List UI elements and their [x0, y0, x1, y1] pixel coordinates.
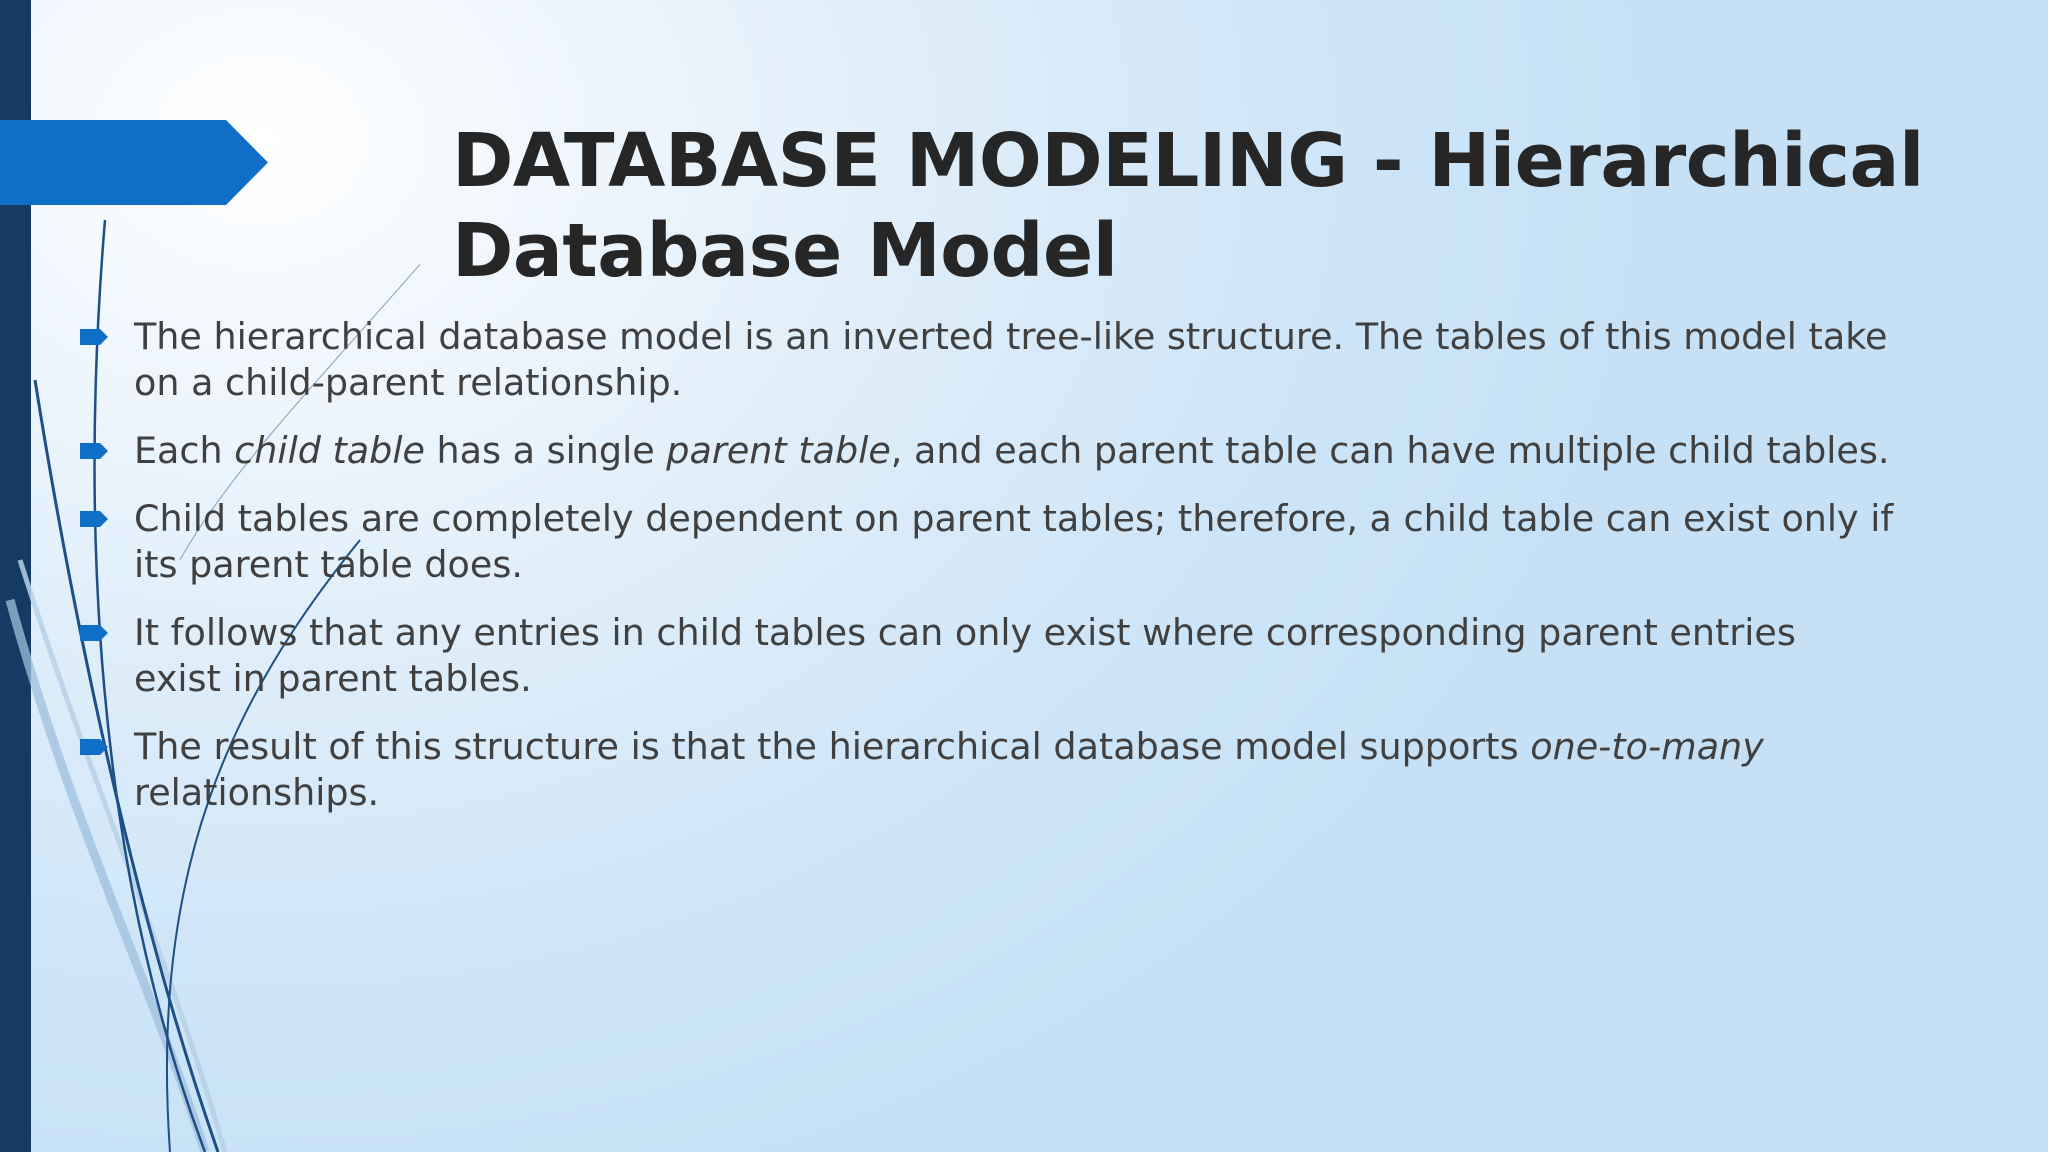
- bullet-text: The result of this structure is that the hierarchical database model supports: [134, 725, 1531, 768]
- arrow-bullet-icon: [80, 443, 108, 459]
- bullet-list: [0, 314, 2000, 838]
- bullet-emphasis: child table: [234, 429, 425, 472]
- bullet-item: [0, 428, 1894, 474]
- bullet-emphasis: one-to-many: [1530, 725, 1764, 768]
- bullet-emphasis: parent table: [666, 429, 891, 472]
- bullet-item: [0, 314, 1894, 406]
- slide-title: DATABASE MODELING - Hierarchical Database Model: [452, 118, 1924, 294]
- bullet-item: [0, 496, 1894, 588]
- bullet-text: Each: [134, 429, 235, 472]
- title-arrow-shape: [0, 120, 268, 205]
- bullet-text: The hierarchical database model is an inverted tree-like structure. The tables of this model take on a child-parent relationship.: [134, 315, 1888, 404]
- title-arrow-banner: [0, 120, 268, 205]
- bullet-item: [0, 724, 1894, 816]
- bullet-text: It follows that any entries in child tables can only exist where corresponding parent entries exist in parent tables.: [134, 611, 1796, 700]
- bullet-text: relationships.: [134, 771, 380, 814]
- arrow-bullet-icon: [80, 329, 108, 345]
- bullet-text: , and each parent table can have multiple child tables.: [890, 429, 1890, 472]
- arrow-bullet-icon: [80, 739, 108, 755]
- bullet-text: has a single: [424, 429, 667, 472]
- bullet-text: Child tables are completely dependent on parent tables; therefore, a child table can exist only if its parent table does.: [134, 497, 1894, 586]
- bullet-item: [0, 610, 1894, 702]
- arrow-bullet-icon: [80, 625, 108, 641]
- arrow-bullet-icon: [80, 511, 108, 527]
